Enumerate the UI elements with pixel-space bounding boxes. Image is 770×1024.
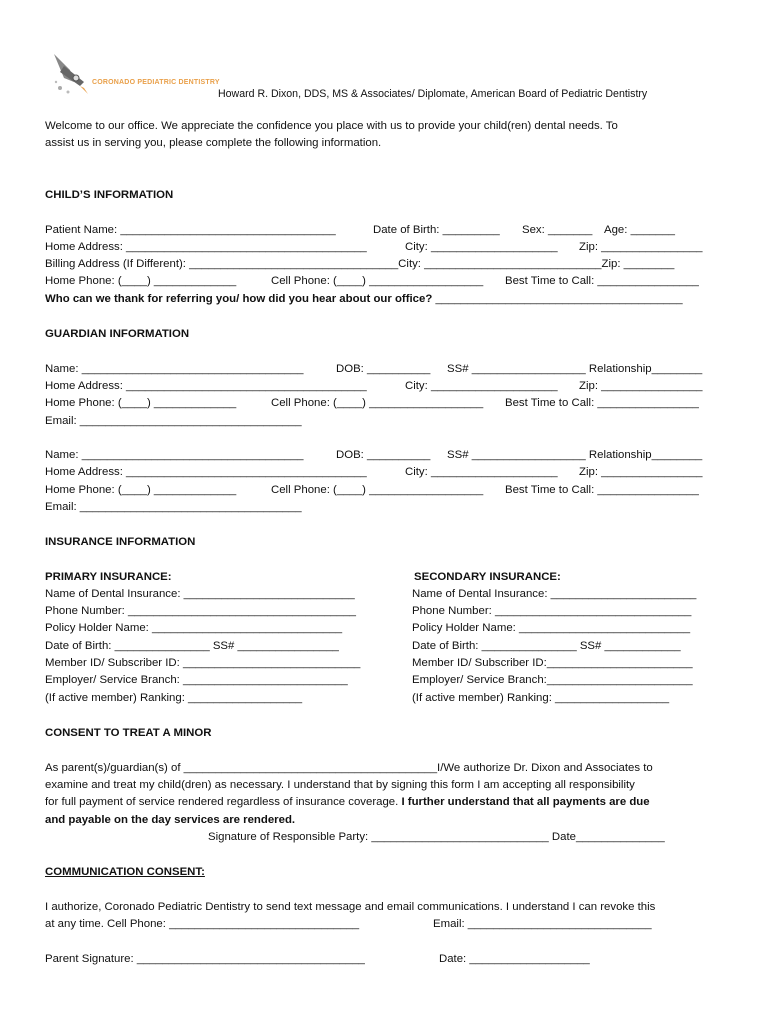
child-home-address-field[interactable]: Home Address: ______________________________________ (45, 241, 367, 253)
guardian2-name-field[interactable]: Name: ___________________________________ (45, 449, 304, 461)
practice-logo (50, 52, 220, 100)
secondary-dental-insurance-field[interactable]: Name of Dental Insurance: _______________________ (412, 588, 697, 600)
childs-information-heading: CHILD’S INFORMATION (45, 189, 174, 201)
child-age-field[interactable]: Age: _______ (604, 224, 675, 236)
guardian1-name-field[interactable]: Name: ___________________________________ (45, 363, 304, 375)
secondary-employer-field[interactable]: Employer/ Service Branch:_______________________ (412, 674, 693, 686)
child-zip-field[interactable]: Zip: ________________ (579, 241, 703, 253)
guardian2-ss-relationship-field[interactable]: SS# __________________ Relationship________ (447, 449, 703, 461)
primary-phone-field[interactable]: Phone Number: ____________________________________ (45, 605, 357, 617)
consent-minor-line-3-text: for full payment of service rendered regardless of insurance coverage. (45, 796, 402, 808)
guardian2-cell-phone-field[interactable]: Cell Phone: (____) __________________ (271, 484, 484, 496)
secondary-member-id-field[interactable]: Member ID/ Subscriber ID:_______________________ (412, 657, 693, 669)
child-city-field[interactable]: City: ____________________ (405, 241, 558, 253)
primary-dob-ss-field[interactable]: Date of Birth: _______________ SS# ________________ (45, 640, 339, 652)
secondary-policy-holder-field[interactable]: Policy Holder Name: ___________________________ (412, 622, 691, 634)
payment-terms-bold: I further understand that all payments are due (401, 796, 650, 808)
child-cell-phone-field[interactable]: Cell Phone: (____) __________________ (271, 275, 484, 287)
primary-dental-insurance-field[interactable]: Name of Dental Insurance: ___________________________ (45, 588, 355, 600)
communication-cell-phone-field[interactable]: at any time. Cell Phone: ______________________________ (45, 918, 360, 930)
secondary-insurance-heading: SECONDARY INSURANCE: (414, 571, 561, 583)
child-home-phone-field[interactable]: Home Phone: (____) _____________ (45, 275, 237, 287)
primary-ranking-field[interactable]: (If active member) Ranking: __________________ (45, 692, 303, 704)
child-sex-field[interactable]: Sex: _______ (522, 224, 593, 236)
guardian1-home-address-field[interactable]: Home Address: ______________________________________ (45, 380, 367, 392)
intro-line-1: Welcome to our office. We appreciate the confidence you place with us to provide your child(ren) dental needs. To (45, 120, 618, 132)
consent-minor-line-3 (45, 794, 650, 811)
communication-consent-line-1: I authorize, Coronado Pediatric Dentistry to send text message and email communications. I understand I can revoke this (45, 901, 656, 913)
guardian1-zip-field[interactable]: Zip: ________________ (579, 380, 703, 392)
logo-text: CORONADO PEDIATRIC DENTISTRY (92, 79, 220, 86)
guardian2-city-field[interactable]: City: ____________________ (405, 466, 558, 478)
communication-email-field[interactable]: Email: _____________________________ (433, 918, 652, 930)
secondary-dob-ss-field[interactable]: Date of Birth: _______________ SS# ____________ (412, 640, 681, 652)
referral-field[interactable]: _______________________________________ (435, 293, 683, 305)
parent-signature-date-field[interactable]: Date: ___________________ (439, 953, 590, 965)
guardian2-zip-field[interactable]: Zip: ________________ (579, 466, 703, 478)
primary-employer-field[interactable]: Employer/ Service Branch: __________________________ (45, 674, 348, 686)
guardian1-city-field[interactable]: City: ____________________ (405, 380, 558, 392)
communication-consent-heading: COMMUNICATION CONSENT: (45, 866, 205, 878)
consent-minor-heading: CONSENT TO TREAT A MINOR (45, 727, 212, 739)
guardian1-dob-field[interactable]: DOB: __________ (336, 363, 431, 375)
guardian-information-heading: GUARDIAN INFORMATION (45, 328, 190, 340)
parent-signature-field[interactable]: Parent Signature: ____________________________________ (45, 953, 365, 965)
guardian2-dob-field[interactable]: DOB: __________ (336, 449, 431, 461)
secondary-phone-field[interactable]: Phone Number: _______________________________ (412, 605, 692, 617)
consent-minor-line-2: examine and treat my child(dren) as necessary. I understand that by signing this form I am accepting all responsibility (45, 779, 635, 791)
rocket-logo-icon (50, 52, 94, 98)
intro-line-2: assist us in serving you, please complete the following information. (45, 137, 382, 149)
primary-insurance-heading: PRIMARY INSURANCE: (45, 571, 172, 583)
responsible-party-signature-field[interactable]: Signature of Responsible Party: ____________________________ Date______________ (208, 831, 665, 843)
guardian2-best-time-field[interactable]: Best Time to Call: ________________ (505, 484, 699, 496)
guardian1-cell-phone-field[interactable]: Cell Phone: (____) __________________ (271, 397, 484, 409)
child-dob-field[interactable]: Date of Birth: _________ (373, 224, 500, 236)
guardian2-email-field[interactable]: Email: ___________________________________ (45, 501, 302, 513)
guardian1-email-field[interactable]: Email: ___________________________________ (45, 415, 302, 427)
payment-terms-bold-line-2: and payable on the day services are rendered. (45, 814, 296, 826)
insurance-information-heading: INSURANCE INFORMATION (45, 536, 196, 548)
billing-address-field[interactable]: Billing Address (If Different): _________________________________City: ____________________________Zip: ________ (45, 258, 675, 270)
primary-member-id-field[interactable]: Member ID/ Subscriber ID: ____________________________ (45, 657, 361, 669)
referral-question: Who can we thank for referring you/ how did you hear about our office? (45, 293, 436, 305)
secondary-ranking-field[interactable]: (If active member) Ranking: __________________ (412, 692, 670, 704)
guardian1-ss-relationship-field[interactable]: SS# __________________ Relationship________ (447, 363, 703, 375)
guardian2-home-phone-field[interactable]: Home Phone: (____) _____________ (45, 484, 237, 496)
guardian1-home-phone-field[interactable]: Home Phone: (____) _____________ (45, 397, 237, 409)
child-best-time-field[interactable]: Best Time to Call: ________________ (505, 275, 699, 287)
guardian1-best-time-field[interactable]: Best Time to Call: ________________ (505, 397, 699, 409)
child-row-referral (45, 291, 683, 308)
guardian2-home-address-field[interactable]: Home Address: ______________________________________ (45, 466, 367, 478)
practice-header: Howard R. Dixon, DDS, MS & Associates/ Diplomate, American Board of Pediatric Dentistry (218, 88, 648, 100)
consent-minor-line-1[interactable]: As parent(s)/guardian(s) of ________________________________________I/We authorize Dr. Dixon and Associates to (45, 762, 653, 774)
primary-policy-holder-field[interactable]: Policy Holder Name: ______________________________ (45, 622, 343, 634)
patient-name-field[interactable]: Patient Name: __________________________________ (45, 224, 336, 236)
